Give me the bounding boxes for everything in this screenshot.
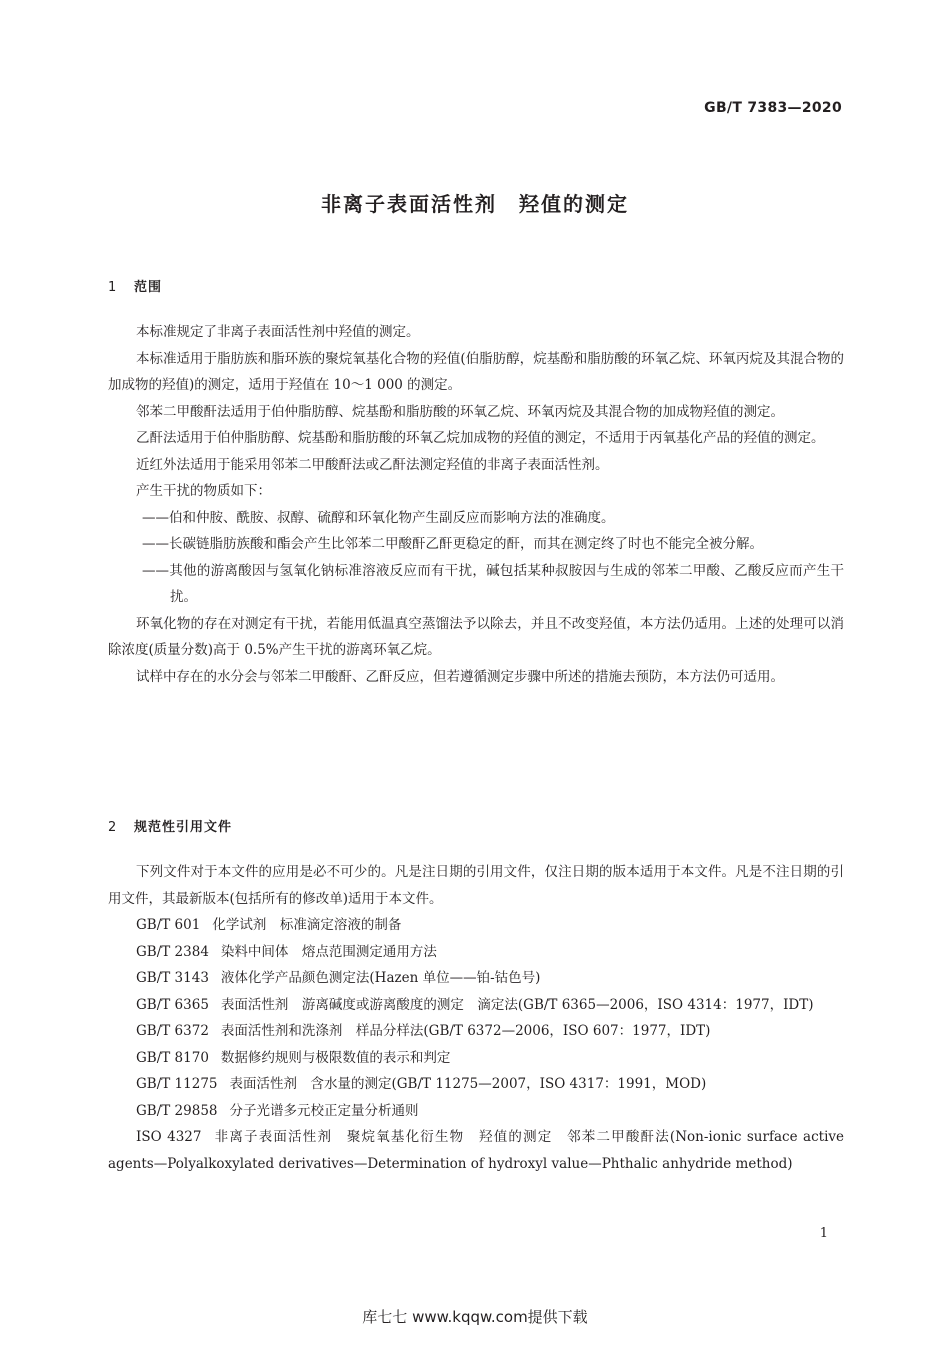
page-number: 1 [819, 1226, 828, 1241]
section-2-body [108, 859, 844, 1177]
reference-title: 数据修约规则与极限数值的表示和判定 [220, 1049, 451, 1066]
dash-list-item: ——伯和仲胺、酰胺、叔醇、硫醇和环氧化物产生副反应而影响方法的准确度。 [142, 509, 615, 526]
reference-item [108, 1124, 844, 1177]
paragraph: 环氧化物的存在对测定有干扰，若能用低温真空蒸馏法予以除去，并且不改变羟值，本方法仍适用。上述的处理可以消除浓度(质量分数)高于 0.5%产生干扰的游离环氧乙烷。 [108, 615, 844, 658]
reference-title: 分子光谱多元校正定量分析通则 [229, 1102, 419, 1119]
paragraph: 试样中存在的水分会与邻苯二甲酸酐、乙酐反应，但若遵循测定步骤中所述的措施去预防，本方法仍可适用。 [136, 668, 784, 685]
reference-code: GB/T 2384 [136, 943, 209, 960]
footer-watermark: 库七七 www.kqqw.com提供下载 [362, 1308, 588, 1326]
section-title: 范围 [134, 280, 163, 295]
reference-code: GB/T 8170 [136, 1049, 209, 1066]
reference-item [108, 1098, 844, 1125]
section-number: 1 [108, 280, 118, 295]
reference-code: GB/T 6372 [136, 1023, 209, 1039]
standard-code: GB/T 7383—2020 [704, 100, 842, 116]
reference-code: GB/T 6365 [136, 996, 209, 1013]
document-title: 非离子表面活性剂 羟值的测定 [321, 192, 629, 216]
section-title: 规范性引用文件 [134, 820, 233, 835]
reference-title: 化学试剂 标准滴定溶液的制备 [212, 917, 402, 933]
reference-item [108, 912, 844, 939]
reference-item [108, 1018, 844, 1045]
reference-item [108, 939, 844, 966]
reference-code: GB/T 29858 [136, 1102, 218, 1119]
reference-code: GB/T 601 [136, 917, 201, 933]
dash-list-item: ——其他的游离酸因与氢氧化钠标准溶液反应而有干扰，碱包括某种叔胺因与生成的邻苯二甲酸、乙酸反应而产生干扰。 [142, 562, 844, 605]
reference-title: 表面活性剂 游离碱度或游离酸度的测定 滴定法(GB/T 6365—2006，ISO 4314：1977，IDT) [220, 996, 814, 1013]
section-1-heading [108, 276, 162, 295]
reference-title: 染料中间体 熔点范围测定通用方法 [220, 943, 437, 960]
reference-item [108, 965, 844, 992]
reference-item [108, 992, 844, 1019]
reference-code: ISO 4327 [136, 1129, 202, 1145]
section-number: 2 [108, 820, 118, 835]
paragraph: 下列文件对于本文件的应用是必不可少的。凡是注日期的引用文件，仅注日期的版本适用于本文件。凡是不注日期的引用文件，其最新版本(包括所有的修改单)适用于本文件。 [108, 864, 844, 907]
reference-title: 表面活性剂 含水量的测定(GB/T 11275—2007，ISO 4317：1991，MOD) [229, 1076, 707, 1092]
reference-code: GB/T 11275 [136, 1076, 218, 1092]
reference-title: 表面活性剂和洗涤剂 样品分样法(GB/T 6372—2006，ISO 607：1977，IDT) [220, 1023, 711, 1039]
section-2-heading [108, 816, 232, 835]
paragraph: 乙酐法适用于伯仲脂肪醇、烷基酚和脂肪酸的环氧乙烷加成物的羟值的测定，不适用于丙氧基化产品的羟值的测定。 [136, 430, 825, 446]
dash-list-item: ——长碳链脂肪族酸和酯会产生比邻苯二甲酸酐乙酐更稳定的酐，而其在测定终了时也不能完全被分解。 [142, 536, 763, 552]
paragraph: 产生干扰的物质如下： [136, 483, 271, 499]
paragraph: 本标准适用于脂肪族和脂环族的聚烷氧基化合物的羟值(伯脂肪醇，烷基酚和脂肪酸的环氧乙烷、环氧丙烷及其混合物的加成物的羟值)的测定，适用于羟值在 10～1 000 的测定。 [108, 350, 844, 393]
reference-code: GB/T 3143 [136, 970, 209, 986]
reference-item [108, 1071, 844, 1098]
paragraph: 本标准规定了非离子表面活性剂中羟值的测定。 [136, 324, 420, 340]
reference-item [108, 1045, 844, 1072]
paragraph: 邻苯二甲酸酐法适用于伯仲脂肪醇、烷基酚和脂肪酸的环氧乙烷、环氧丙烷及其混合物的加成物羟值的测定。 [136, 403, 784, 420]
reference-title: 非离子表面活性剂 聚烷氧基化衍生物 羟值的测定 邻苯二甲酸酐法(Non-ionic surface active agents—Polyalkoxylated derivatives—Determination of hydroxyl value—Phthalic anhydride method) [108, 1129, 845, 1172]
paragraph: 近红外法适用于能采用邻苯二甲酸酐法或乙酐法测定羟值的非离子表面活性剂。 [136, 456, 609, 473]
reference-title: 液体化学产品颜色测定法(Hazen 单位——铂-钴色号) [220, 970, 541, 986]
section-1-body [108, 319, 844, 690]
